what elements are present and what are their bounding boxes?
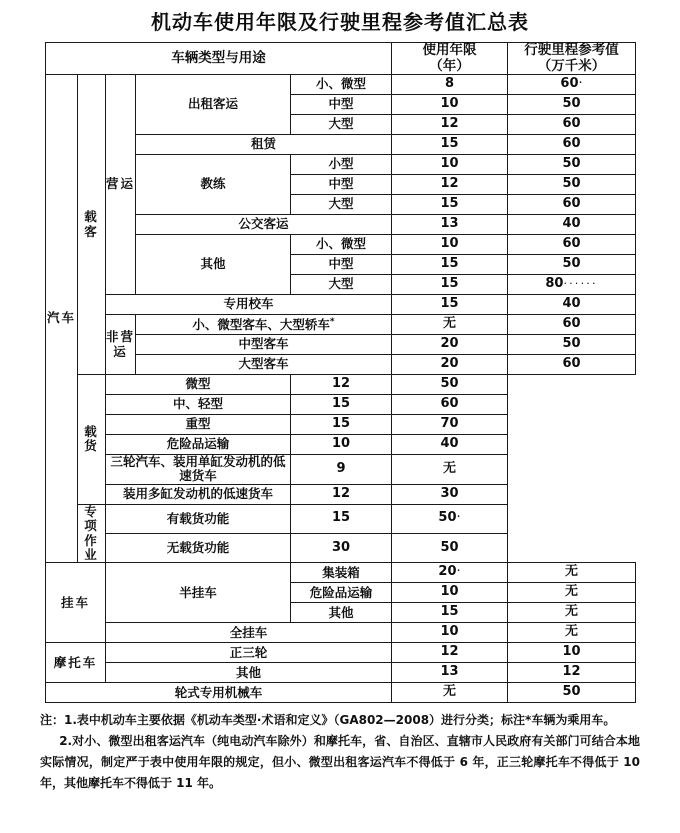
header-service-years-line2: （年） — [429, 57, 470, 74]
row-mileage: 60 — [392, 395, 508, 415]
row-subtype: 中型 — [291, 255, 392, 275]
row-mileage: 40 — [392, 435, 508, 455]
row-years: 13 — [392, 663, 508, 683]
row-subtype: 小型 — [291, 155, 392, 175]
row-subtype: 大型 — [291, 195, 392, 215]
header-service-years-line1: 使用年限 — [422, 42, 477, 58]
row-years: 8 — [392, 75, 508, 95]
row-mileage: 50 — [508, 255, 636, 275]
row-subtype: 大型 — [291, 115, 392, 135]
row-years: 无 — [392, 315, 508, 335]
table-row — [46, 455, 636, 485]
row-mileage: 无 — [508, 623, 636, 643]
row-category-three-wheel-single-cyl: 三轮汽车、装用单缸发动机的低速货车 — [106, 455, 291, 485]
row-category-medium-bus: 中型客车 — [136, 335, 392, 355]
row-mileage: 12 — [508, 663, 636, 683]
row-years: 15 — [392, 603, 508, 623]
row-category-driving-school: 教练 — [136, 155, 291, 215]
row-years: 30 — [291, 534, 392, 563]
row-mileage: 60 — [508, 115, 636, 135]
row-category-full-trailer: 全挂车 — [106, 623, 392, 643]
row-mileage: 50 — [508, 683, 636, 703]
table-row — [46, 484, 636, 504]
row-mileage: 10 — [508, 643, 636, 663]
row-category-no-cargo-function: 无载货功能 — [106, 534, 291, 563]
row-subtype-other: 其他 — [291, 603, 392, 623]
table-footnotes — [40, 710, 640, 794]
table-row — [46, 643, 636, 663]
row-mileage: 60 — [508, 235, 636, 255]
row-mileage: 50 — [392, 375, 508, 395]
row-mileage: 50 — [508, 155, 636, 175]
group-label-non-commercial: 非营运 — [106, 315, 136, 375]
row-years: 9 — [291, 455, 392, 485]
row-mileage: 60 — [508, 135, 636, 155]
table-header-row — [46, 43, 636, 75]
row-subtype: 小、微型 — [291, 75, 392, 95]
row-years: 12 — [291, 484, 392, 504]
row-mileage: 60 — [508, 195, 636, 215]
row-mileage: 50 — [392, 534, 508, 563]
group-label-semi-trailer: 半挂车 — [106, 563, 291, 623]
row-category-other-commercial: 其他 — [136, 235, 291, 295]
header-mileage-line2: （万千米） — [537, 57, 606, 74]
row-years: 13 — [392, 215, 508, 235]
row-mileage: 50· — [392, 504, 508, 533]
row-years: 10 — [392, 235, 508, 255]
table-row — [46, 683, 636, 703]
row-subtype: 中型 — [291, 95, 392, 115]
row-years: 10 — [392, 155, 508, 175]
row-years: 10 — [392, 583, 508, 603]
row-mileage: 50 — [508, 95, 636, 115]
row-years: 10 — [392, 95, 508, 115]
vehicle-lifespan-table — [45, 42, 636, 703]
row-category-with-cargo-function: 有载货功能 — [106, 504, 291, 533]
group-label-special-operation: 专项作业 — [78, 504, 106, 563]
footnote-1: 注：1.表中机动车主要依据《机动车类型·术语和定义》（GA802—2008）进行分类；标注*车辆为乘用车。 — [40, 713, 616, 728]
row-mileage: 60 — [508, 355, 636, 375]
vehicle-lifespan-table-wrapper — [45, 42, 635, 703]
table-row — [46, 315, 636, 335]
row-subtype: 大型 — [291, 275, 392, 295]
row-mileage: 40 — [508, 295, 636, 315]
page-title: 机动车使用年限及行驶里程参考值汇总表 — [151, 10, 529, 34]
row-category-medium-light-truck: 中、轻型 — [106, 395, 291, 415]
row-years: 10 — [291, 435, 392, 455]
row-subtype: 中型 — [291, 175, 392, 195]
table-row — [46, 435, 636, 455]
header-service-years — [392, 43, 508, 75]
table-row — [46, 563, 636, 583]
group-label-commercial: 营运 — [106, 75, 136, 295]
row-years: 10 — [392, 623, 508, 643]
row-years: 15 — [392, 135, 508, 155]
row-years: 15 — [291, 415, 392, 435]
header-vehicle-type-use: 车辆类型与用途 — [46, 43, 392, 75]
row-category-wheeled-special-machinery: 轮式专用机械车 — [46, 683, 392, 703]
row-category-other-motorcycle: 其他 — [106, 663, 392, 683]
table-row — [46, 75, 636, 95]
row-mileage: 40 — [508, 215, 636, 235]
group-label-trailer: 挂车 — [46, 563, 106, 643]
row-category-hazmat-transport: 危险品运输 — [106, 435, 291, 455]
group-label-automobile: 汽车 — [46, 75, 78, 563]
row-subtype-container: 集装箱 — [291, 563, 392, 583]
row-mileage: 无 — [508, 583, 636, 603]
group-label-cargo: 载货 — [78, 375, 106, 505]
table-row — [46, 623, 636, 643]
row-years: 15 — [392, 275, 508, 295]
table-row — [46, 295, 636, 315]
row-mileage: 无 — [508, 563, 636, 583]
row-years: 15 — [291, 395, 392, 415]
group-label-passenger: 载客 — [78, 75, 106, 375]
row-mileage: 60 — [508, 315, 636, 335]
row-years: 12 — [392, 115, 508, 135]
row-category-heavy-truck: 重型 — [106, 415, 291, 435]
row-years: 20 — [392, 355, 508, 375]
row-category-taxi-passenger: 出租客运 — [136, 75, 291, 135]
row-years: 15 — [392, 295, 508, 315]
row-years: 15 — [291, 504, 392, 533]
table-row — [46, 375, 636, 395]
header-mileage-reference — [508, 43, 636, 75]
row-years: 无 — [392, 683, 508, 703]
row-category-small-micro-large-sedan: 小、微型客车、大型轿车* — [136, 315, 392, 335]
row-years: 15 — [392, 195, 508, 215]
asterisk-marker: * — [329, 316, 335, 327]
row-mileage: 50 — [508, 335, 636, 355]
table-row — [46, 504, 636, 533]
row-category-public-transit: 公交客运 — [136, 215, 392, 235]
row-category-rental: 租赁 — [136, 135, 392, 155]
row-mileage: 80······ — [508, 275, 636, 295]
row-years: 12 — [291, 375, 392, 395]
group-label-motorcycle: 摩托车 — [46, 643, 106, 683]
row-category-school-bus: 专用校车 — [106, 295, 392, 315]
row-mileage: 50 — [508, 175, 636, 195]
row-subtype-hazmat: 危险品运输 — [291, 583, 392, 603]
row-mileage: 无 — [392, 455, 508, 485]
row-mileage: 70 — [392, 415, 508, 435]
row-mileage: 30 — [392, 484, 508, 504]
row-category-three-wheel-motorcycle: 正三轮 — [106, 643, 392, 663]
row-mileage: 60· — [508, 75, 636, 95]
dot-leader: ······ — [563, 277, 598, 291]
table-row — [46, 395, 636, 415]
header-mileage-line1: 行驶里程参考值 — [524, 42, 619, 58]
row-years: 20· — [392, 563, 508, 583]
row-category-large-bus: 大型客车 — [136, 355, 392, 375]
row-category-multi-cyl-low-speed: 装用多缸发动机的低速货车 — [106, 484, 291, 504]
row-years: 15 — [392, 255, 508, 275]
row-years: 20 — [392, 335, 508, 355]
footnote-2: 2.对小、微型出租客运汽车（纯电动汽车除外）和摩托车，省、自治区、直辖市人民政府有关部门可结合本地实际情况，制定严于表中使用年限的规定，但小、微型出租客运汽车不得低于 6 年，正三轮摩托车不得低于 10年，其他摩托车不得低于 11 年。 — [40, 734, 640, 791]
table-row — [46, 415, 636, 435]
row-subtype: 小、微型 — [291, 235, 392, 255]
row-mileage: 无 — [508, 603, 636, 623]
row-years: 12 — [392, 175, 508, 195]
row-category-micro-truck: 微型 — [106, 375, 291, 395]
table-row — [46, 534, 636, 563]
table-row — [46, 663, 636, 683]
row-years: 12 — [392, 643, 508, 663]
